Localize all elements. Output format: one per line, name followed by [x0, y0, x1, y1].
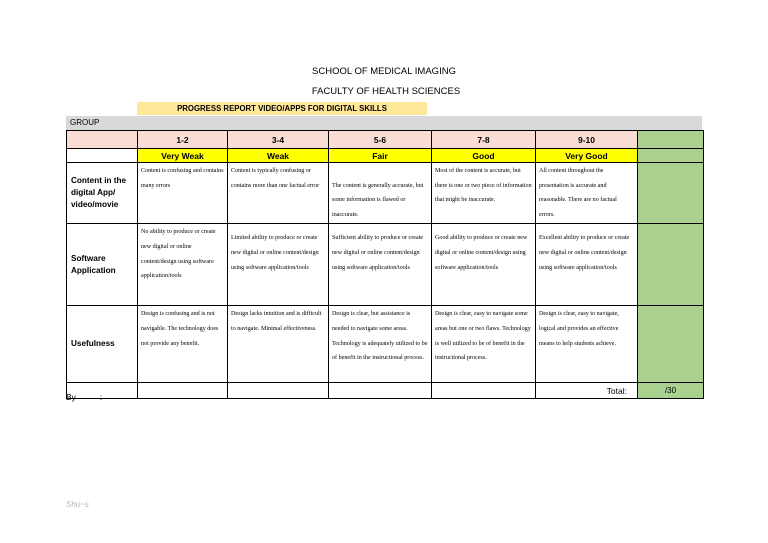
criterion-name: Content in the digital App/ video/movie — [67, 163, 138, 224]
level-label: Good — [432, 149, 536, 163]
group-label: GROUP — [66, 116, 702, 130]
descriptor-cell: The content is generally accurate, but some information is flawed or inaccurate. — [329, 163, 432, 224]
descriptor-cell: Excellent ability to produce or create new digital or online content/design using software application/tools — [536, 224, 638, 306]
descriptor-cell: Design is clear, easy to navigate some areas but one or two flaws. Technology is well utilized to be of benefit in the instructional process. — [432, 306, 536, 383]
score-range: 3-4 — [228, 131, 329, 149]
descriptor-cell: Design is clear, easy to navigate, logical and provides an effective means to help students achieve. — [536, 306, 638, 383]
descriptor-cell: Design is confusing and is not navigable. The technology does not provide any benefit. — [138, 306, 228, 383]
total-blank-cell — [432, 383, 536, 399]
criterion-row — [67, 163, 704, 224]
criterion-name: Software Application — [67, 224, 138, 306]
score-range-row — [67, 131, 704, 149]
total-blank-cell — [138, 383, 228, 399]
level-row — [67, 149, 704, 163]
score-range: 1-2 — [138, 131, 228, 149]
criterion-name: Usefulness — [67, 306, 138, 383]
total-score[interactable]: /30 — [638, 383, 704, 399]
descriptor-cell: All content throughout the presentation is accurate and reasonable. There are no factual errors. — [536, 163, 638, 224]
descriptor-cell: Limited ability to produce or create new digital or online content/design using software application/tools — [228, 224, 329, 306]
faculty-title: FACULTY OF HEALTH SCIENCES — [311, 86, 461, 97]
by-colon: : — [99, 392, 103, 402]
score-corner-cell — [67, 131, 138, 149]
report-title-banner: PROGRESS REPORT VIDEO/APPS FOR DIGITAL SKILLS — [137, 102, 427, 115]
score-range: 7-8 — [432, 131, 536, 149]
level-corner-cell — [67, 149, 138, 163]
criterion-row — [67, 224, 704, 306]
score-range: 9-10 — [536, 131, 638, 149]
descriptor-cell: Sufficient ability to produce or create new digital or online content/design using software application/tools — [329, 224, 432, 306]
level-label: Very Weak — [138, 149, 228, 163]
school-title: SCHOOL OF MEDICAL IMAGING — [312, 66, 456, 77]
descriptor-cell: Good ability to produce or create new digital or online content/design using software application/tools — [432, 224, 536, 306]
descriptor-cell: Content is confusing and contains many errors — [138, 163, 228, 224]
descriptor-cell: Content is typically confusing or contains more than one factual error — [228, 163, 329, 224]
total-blank-cell — [228, 383, 329, 399]
descriptor-cell: Design is clear, but assistance is needed to navigate some areas. Technology is adequately utilized to be of benefit in the instructional process. — [329, 306, 432, 383]
level-label: Weak — [228, 149, 329, 163]
score-entry-cell[interactable] — [638, 163, 704, 224]
score-entry-cell[interactable] — [638, 224, 704, 306]
watermark-text: Shu~s — [66, 500, 89, 509]
descriptor-cell: No ability to produce or create new digital or online content/design using software application/tools — [138, 224, 228, 306]
score-entry-cell[interactable] — [638, 306, 704, 383]
score-range: 5-6 — [329, 131, 432, 149]
score-column-header — [638, 131, 704, 149]
total-blank-cell — [329, 383, 432, 399]
criterion-row — [67, 306, 704, 383]
by-label: By — [66, 392, 76, 402]
total-label: Total: — [536, 383, 638, 399]
descriptor-cell: Design lacks intuition and is difficult to navigate. Minimal effectiveness. — [228, 306, 329, 383]
by-line — [66, 392, 102, 402]
rubric-table — [66, 130, 704, 399]
total-row — [67, 383, 704, 399]
level-label: Fair — [329, 149, 432, 163]
descriptor-cell: Most of the content is accurate, but there is one or two piece of information that might be inaccurate. — [432, 163, 536, 224]
level-label: Very Good — [536, 149, 638, 163]
score-column-level — [638, 149, 704, 163]
